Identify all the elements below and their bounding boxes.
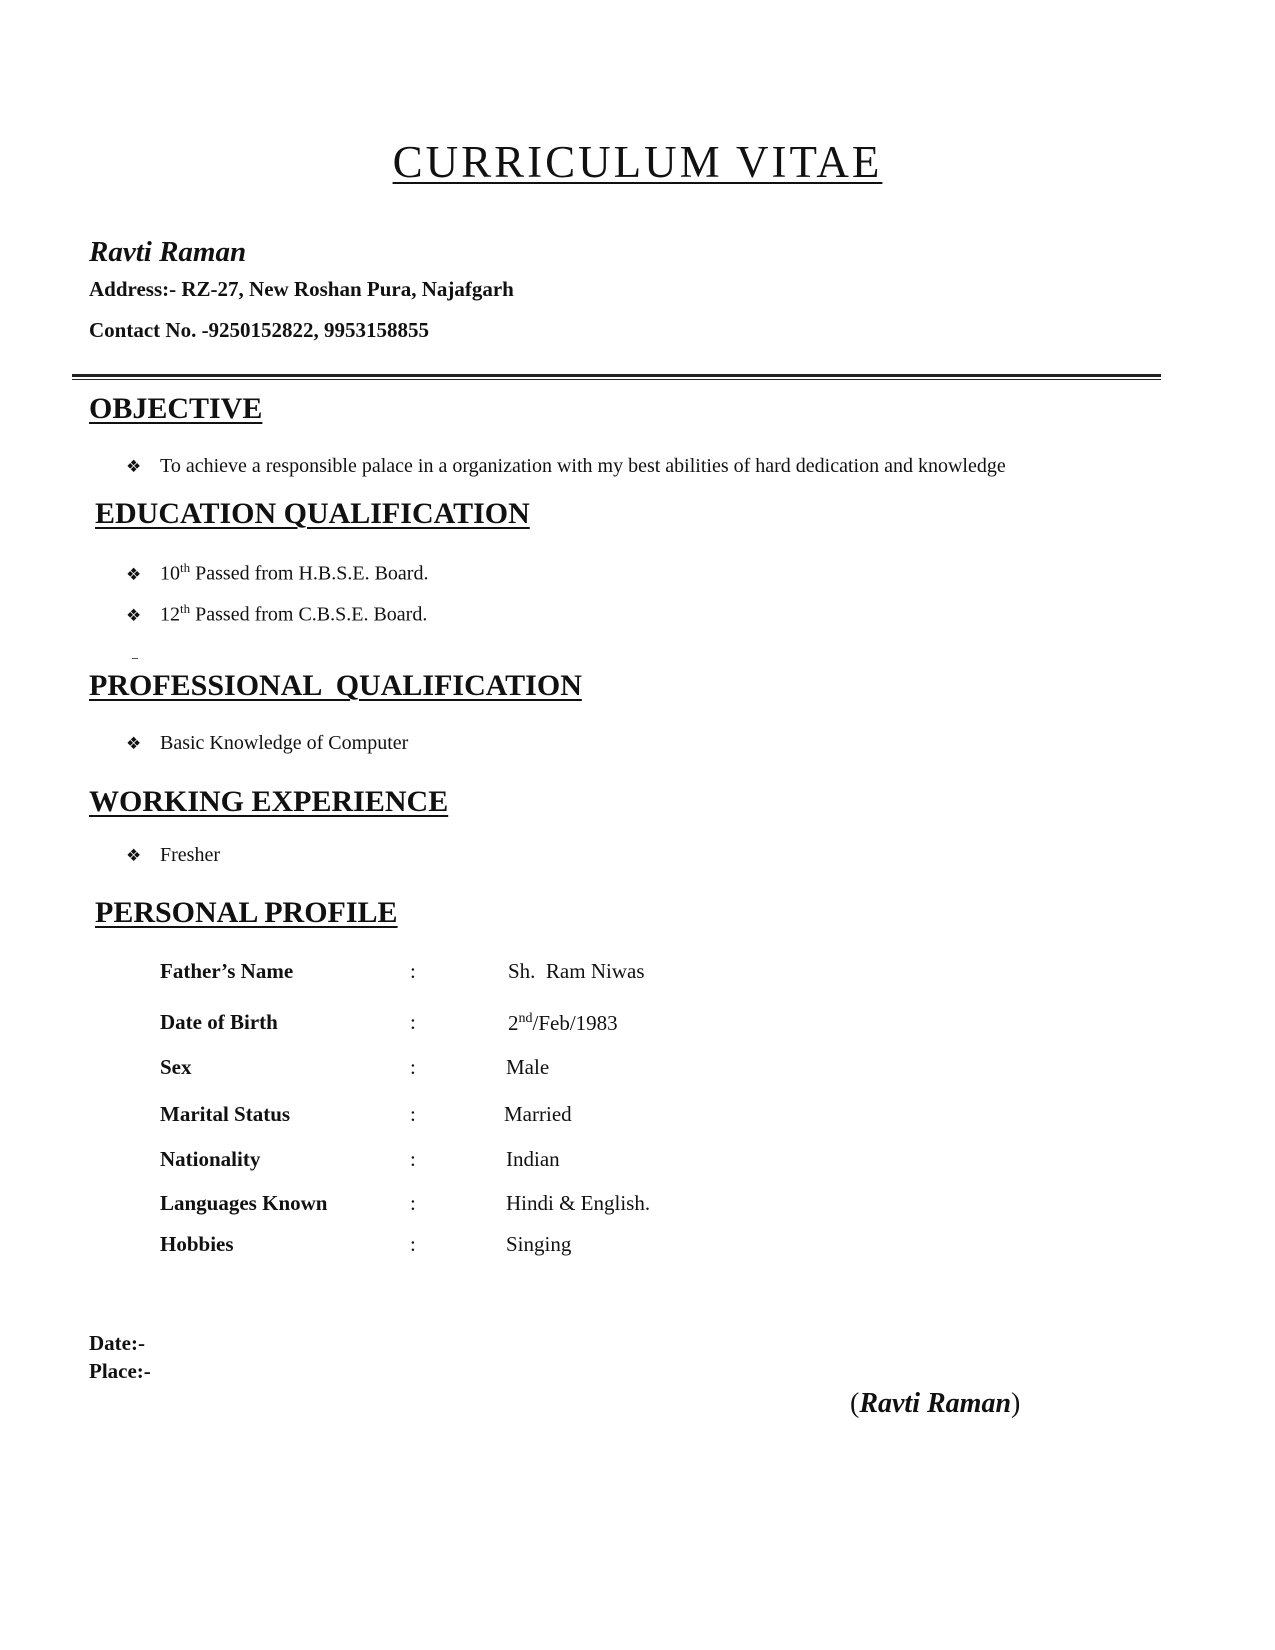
date-label: Date:-: [89, 1331, 145, 1355]
profile-label-languages: Languages Known: [160, 1191, 328, 1215]
diamond-bullet-icon: ❖: [126, 846, 142, 866]
profile-value-nationality: Indian: [506, 1147, 560, 1171]
education-heading: EDUCATION QUALIFICATION: [95, 497, 530, 530]
address-line: Address:- RZ-27, New Roshan Pura, Najafgarh: [89, 277, 514, 301]
diamond-bullet-icon: ❖: [126, 457, 142, 477]
profile-colon: :: [410, 1232, 416, 1256]
header-divider-thick: [72, 374, 1161, 377]
profile-label-marital: Marital Status: [160, 1102, 291, 1126]
experience-heading: WORKING EXPERIENCE: [89, 785, 449, 818]
profile-colon: :: [410, 1147, 416, 1171]
profile-label-sex: Sex: [160, 1055, 192, 1079]
diamond-bullet-icon: ❖: [126, 734, 142, 754]
profile-label-dob: Date of Birth: [160, 1010, 278, 1034]
profile-colon: :: [410, 1102, 416, 1126]
contact-line: Contact No. -9250152822, 9953158855: [89, 318, 430, 342]
profile-value-marital: Married: [504, 1102, 572, 1126]
header-divider-thin: [72, 379, 1161, 380]
professional-item: ❖ Basic Knowledge of Computer: [126, 732, 409, 754]
education-item: ❖ 10th Passed from H.B.S.E. Board.: [126, 560, 429, 585]
diamond-bullet-icon: ❖: [126, 564, 142, 585]
profile-label-nationality: Nationality: [160, 1147, 261, 1171]
signature: (Ravti Raman): [850, 1388, 1021, 1419]
profile-colon: :: [410, 959, 416, 983]
diamond-bullet-icon: ❖: [126, 605, 142, 626]
objective-item: ❖ To achieve a responsible palace in a organization with my best abilities of hard dedication and knowledge: [126, 455, 1006, 477]
profile-colon: :: [410, 1010, 416, 1034]
experience-item: ❖ Fresher: [126, 844, 220, 866]
profile-colon: :: [410, 1055, 416, 1079]
education-item: ❖ 12th Passed from C.B.S.E. Board.: [126, 601, 428, 626]
professional-heading: PROFESSIONAL QUALIFICATION: [89, 669, 582, 702]
profile-value-sex: Male: [506, 1055, 550, 1079]
profile-value-father: Sh. Ram Niwas: [508, 959, 645, 983]
document-title: CURRICULUM VITAE: [392, 137, 883, 187]
objective-heading: OBJECTIVE: [89, 392, 263, 425]
profile-label-father: Father’s Name: [160, 959, 294, 983]
place-label: Place:-: [89, 1359, 151, 1383]
profile-colon: :: [410, 1191, 416, 1215]
personal-heading: PERSONAL PROFILE: [95, 896, 398, 929]
profile-value-languages: Hindi & English.: [506, 1191, 651, 1215]
profile-value-dob: 2nd/Feb/1983: [508, 1011, 618, 1035]
profile-label-hobbies: Hobbies: [160, 1232, 234, 1256]
stray-mark: [132, 658, 138, 659]
candidate-name: Ravti Raman: [89, 236, 247, 268]
profile-value-hobbies: Singing: [506, 1232, 572, 1256]
